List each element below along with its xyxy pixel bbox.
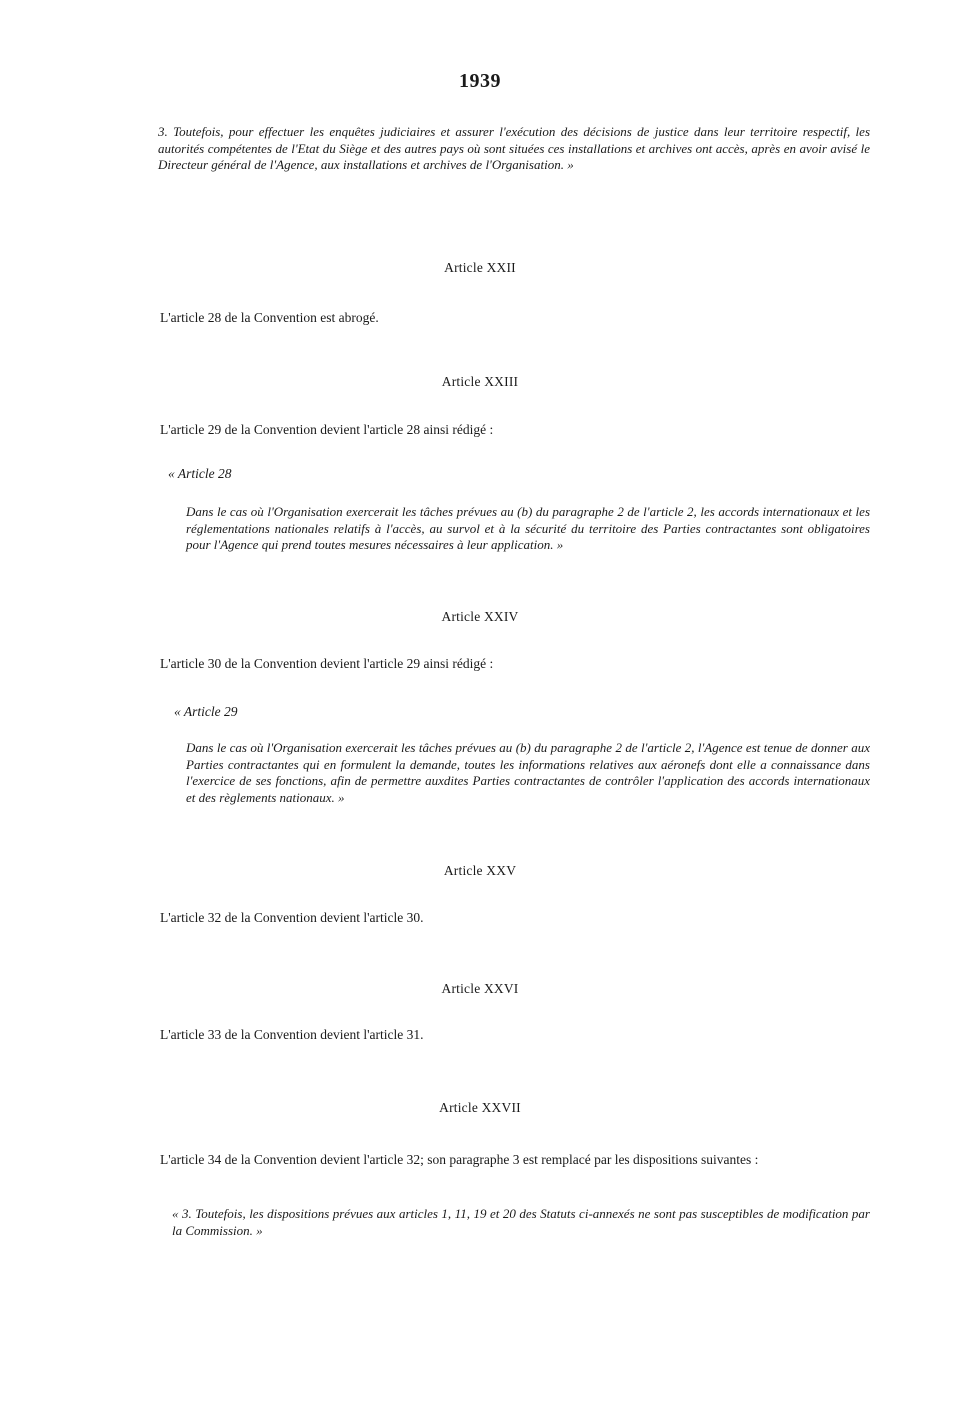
quoted-article-28-text: Dans le cas où l'Organisation exercerait les tâches prévues au (b) du paragraphe 2 de l'article 2, les accords internationaux et les réglementations nationales relatifs à l'accès, au survol et à la sécurité du territoire des Parties contractantes sont obligatoires pour l'Agence qui prend toutes mesures nécessaires à leur application. »	[186, 504, 870, 553]
article-xxiii-text: L'article 29 de la Convention devient l'article 28 ainsi rédigé :	[160, 422, 494, 437]
article-xxvii-text: L'article 34 de la Convention devient l'article 32; son paragraphe 3 est remplacé par les dispositions suivantes :	[160, 1152, 759, 1167]
paragraph-3-intro: 3. Toutefois, pour effectuer les enquêtes judiciaires et assurer l'exécution des décisions de justice dans leur territoire respectif, les autorités compétentes de l'Etat du Siège et des autres pays où sont situées ces installations et archives ont accès, après en avoir avisé le Directeur général de l'Agence, aux installations et archives de l'Organisation. »	[158, 124, 870, 173]
article-xxiv-text: L'article 30 de la Convention devient l'article 29 ainsi rédigé :	[160, 656, 494, 671]
heading-article-xxv: Article XXV	[443, 863, 517, 878]
page-number: 1939	[459, 70, 501, 92]
quoted-paragraph-3-text: « 3. Toutefois, les dispositions prévues aux articles 1, 11, 19 et 20 des Statuts ci-annexés ne sont pas susceptibles de modification par la Commission. »	[172, 1206, 870, 1238]
heading-article-xxiii: Article XXIII	[441, 374, 519, 389]
quoted-article-28-label: « Article 28	[168, 466, 232, 481]
article-xxii-text: L'article 28 de la Convention est abrogé.	[160, 310, 379, 325]
heading-article-xxii: Article XXII	[444, 260, 516, 275]
heading-article-xxiv: Article XXIV	[441, 609, 519, 624]
article-xxvi-text: L'article 33 de la Convention devient l'article 31.	[160, 1027, 424, 1042]
quoted-article-29-text: Dans le cas où l'Organisation exercerait les tâches prévues au (b) du paragraphe 2 de l'article 2, l'Agence est tenue de donner aux Parties contractantes qui en formulent la demande, toutes les informations relatives aux aéronefs dont elle a connaissance dans l'exercice de ses fonctions, afin de permettre auxdites Parties contractantes de contrôler l'application des accords internationaux et des règlements nationaux. »	[186, 740, 870, 805]
heading-article-xxvii: Article XXVII	[439, 1100, 521, 1115]
heading-article-xxvi: Article XXVI	[441, 981, 519, 996]
article-xxv-text: L'article 32 de la Convention devient l'article 30.	[160, 910, 424, 925]
quoted-article-29-label: « Article 29	[174, 704, 238, 719]
